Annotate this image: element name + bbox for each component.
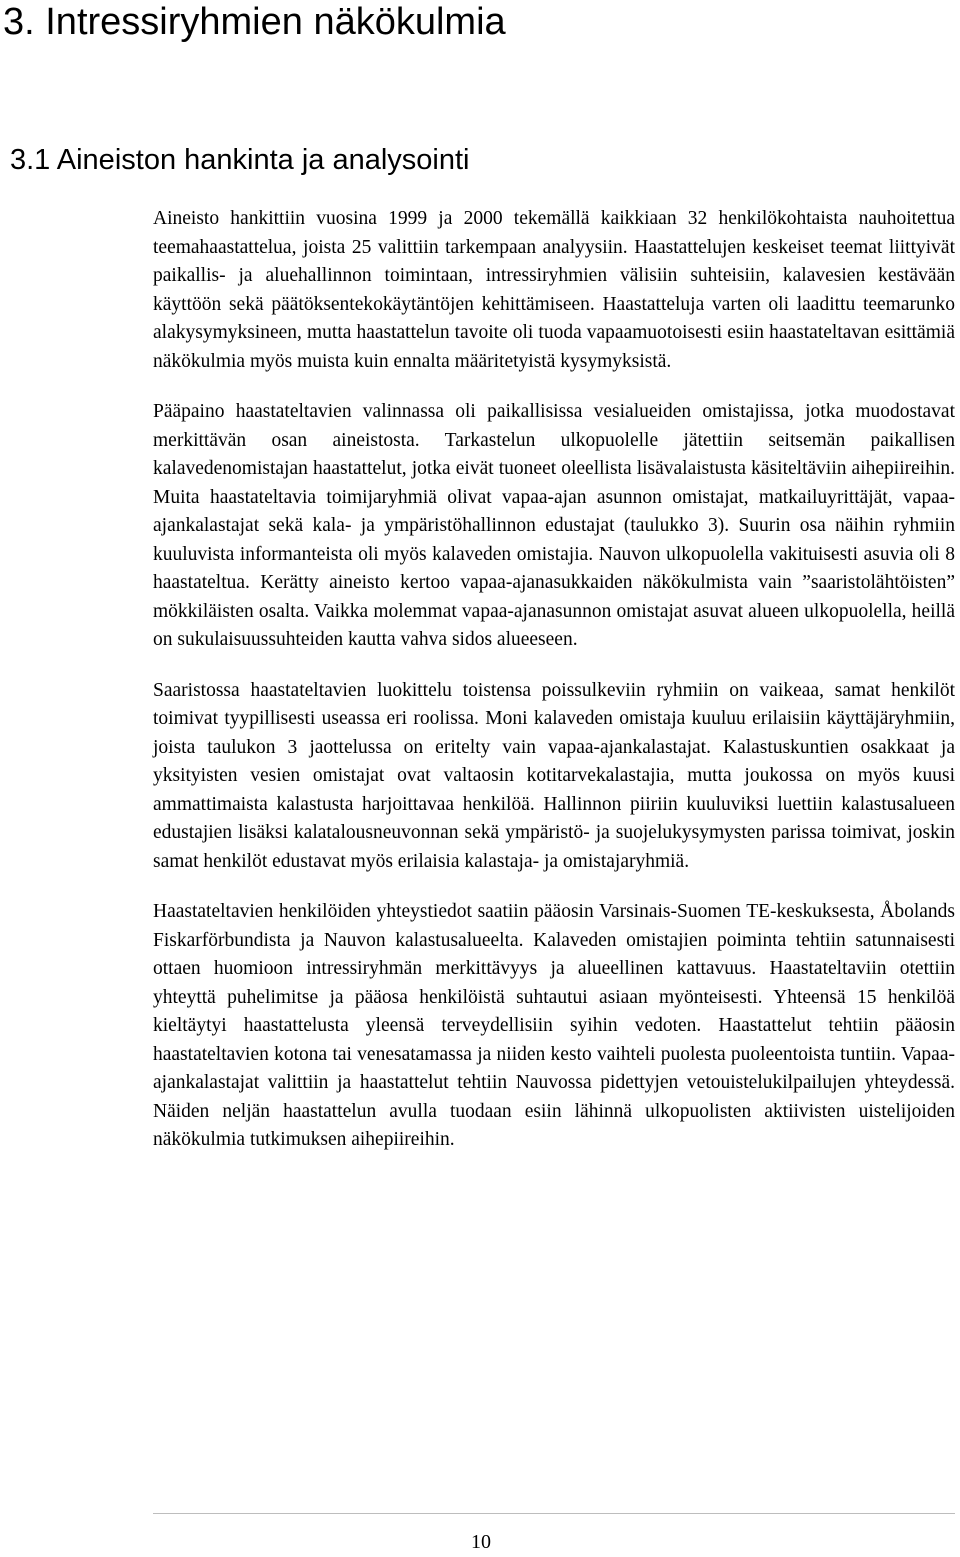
paragraph-interviewee-classification: Saaristossa haastateltavien luokittelu toistensa poissulkeviin ryhmiin on vaikeaa, samat henkilöt toimivat tyypillisesti useassa eri roolissa. Moni kalaveden omistaja kuuluu erilaisiin käyttäjäryhmiin, joista taulukon 3 jaottelussa on eritelty vain vapaa-ajankalastajat. Kalastuskuntien osakkaat ja yksityisten vesien omistajat ovat valtaosin kotitarvekalastajia, mutta joukossa on myös kuusi ammattimaista kalastusta harjoittavaa henkilöä. Hallinnon piiriin kuuluviksi luettiin kalastusalueen edustajien lisäksi kalatalousneuvonnan sekä ympäristö- ja suojelukysymysten parissa toimivat, joskin samat henkilöt edustavat myös erilaisia kalastaja- ja omistajaryhmiä.	[153, 679, 955, 872]
footer-divider	[153, 1513, 955, 1514]
body-text	[153, 205, 955, 1177]
paragraph-contact-procedure: Haastateltavien henkilöiden yhteystiedot saatiin pääosin Varsinais-Suomen TE-keskuksesta, Åbolands Fiskarförbundista ja Nauvon kalastusalueelta. Kalaveden omistajien poiminta tehtiin satunnaisesti ottaen huomioon intressiryhmän merkittävyys ja alueellinen kattavuus. Haastateltaviin otettiin yhteyttä puhelimitse ja pääosa henkilöistä suhtautui asiaan myönteisesti. Yhteensä 15 henkilöä kieltäytyi haastattelusta yleensä terveydellisiin syihin vedoten. Haastattelut tehtiin pääosin haastateltavien kotona tai venesatamassa ja niiden kesto vaihteli puolesta puoleentoista tuntiin. Vapaa-ajankalastajat valittiin ja haastattelut tehtiin Nauvossa pidettyjen vetouistelukilpailujen yhteydessä. Näiden neljän haastattelun avulla tuodaan esiin lähinnä ulkopuolisten aktiivisten uistelijoiden näkökulmia tutkimuksen aihepiireihin.	[153, 901, 955, 1150]
section-title: 3.1 Aineiston hankinta ja analysointi	[10, 144, 470, 176]
page-number: 10	[471, 1531, 491, 1553]
paragraph-interviewee-selection: Pääpaino haastateltavien valinnassa oli paikallisissa vesialueiden omistajissa, jotka muodostavat merkittävän osan aineistosta. Tarkastelun ulkopuolelle jätettiin seitsemän paikallisen kalavedenomistajan haastattelut, jotka eivät tuoneet oleellista lisävalaistusta käsiteltäviin aihepiireihin. Muita haastateltavia toimijaryhmiä olivat vapaa-ajan asunnon omistajat, matkailuyrittäjät, vapaa-ajankalastajat sekä kala- ja ympäristöhallinnon edustajat (taulukko 3). Suurin osa näihin ryhmiin kuuluvista informanteista oli myös kalaveden omistajia. Nauvon ulkopuolella vakituisesti asuvia oli 8 haastateltua. Kerätty aineisto kertoo vapaa-ajanasukkaiden näkökulmista vain ”saaristolähtöisten” mökkiläisten osalta. Vaikka molemmat vapaa-ajanasunnon omistajat asuvat alueen ulkopuolella, heillä on sukulaisuussuhteiden kautta vahva sidos alueeseen.	[153, 401, 955, 650]
paragraph-data-collection: Aineisto hankittiin vuosina 1999 ja 2000 tekemällä kaikkiaan 32 henkilökohtaista nauhoitettua teemahaastattelua, joista 25 valittiin tarkempaan analyysiin. Haastattelujen keskeiset teemat liittyivät paikallis- ja aluehallinnon toimintaan, intressiryhmien välisiin suhteisiin, kalavesien kestävään käyttöön sekä päätöksentekokäytäntöjen kehittämiseen. Haastatteluja varten oli laadittu teemarunko alakysymyksineen, mutta haastattelun tavoite oli tuoda vapaamuotoisesti esiin haastateltavan esittämiä näkökulmia myös muista kuin ennalta määritetyistä kysymyksistä.	[153, 208, 955, 372]
chapter-title: 3. Intressiryhmien näkökulmia	[3, 1, 506, 43]
